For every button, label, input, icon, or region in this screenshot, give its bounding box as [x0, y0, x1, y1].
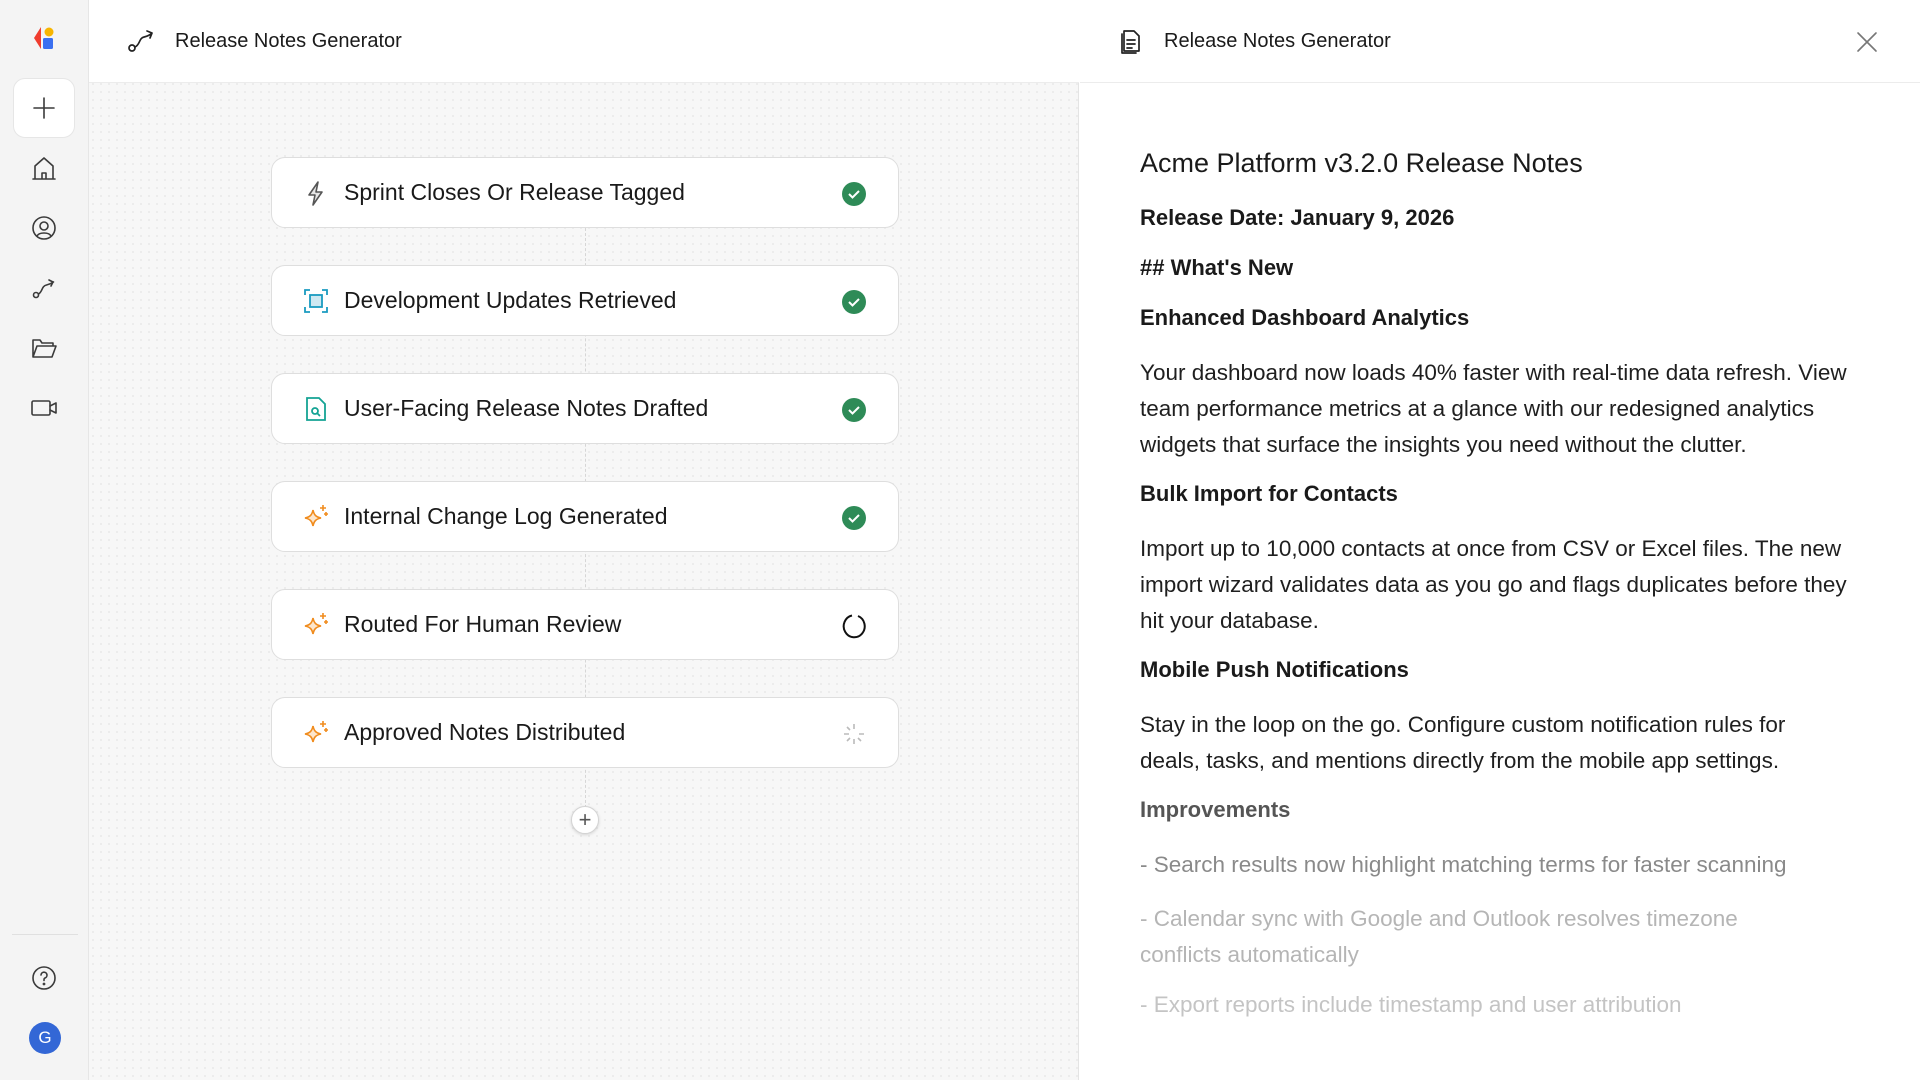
plus-icon — [30, 94, 58, 122]
panel-header — [1080, 0, 1920, 83]
close-icon — [1854, 29, 1880, 55]
check-circle-icon — [840, 504, 868, 532]
document-icon — [1118, 28, 1144, 54]
close-button[interactable] — [1854, 29, 1880, 55]
sparkle-icon — [302, 719, 330, 747]
panel-title: Release Notes Generator — [1164, 29, 1391, 52]
pending-spinner-icon — [840, 720, 868, 748]
improvements-heading: Improvements — [1140, 797, 1291, 822]
sidebar-divider — [12, 934, 78, 935]
step-card[interactable] — [271, 481, 899, 552]
sparkle-icon — [302, 611, 330, 639]
step-label: Internal Change Log Generated — [344, 503, 668, 529]
step-card[interactable] — [271, 373, 899, 444]
workflow-icon — [30, 274, 58, 302]
workflow-header — [89, 0, 1079, 83]
improvement-item: - Export reports include timestamp and user attribution — [1140, 992, 1682, 1017]
release-notes-document — [1140, 148, 1850, 1023]
step-label: Approved Notes Distributed — [344, 719, 626, 745]
release-date: Release Date: January 9, 2026 — [1140, 205, 1455, 230]
step-label: Sprint Closes Or Release Tagged — [344, 179, 685, 205]
feature-text: Stay in the loop on the go. Configure custom notification rules for deals, tasks, and mentions directly from the mobile app settings. — [1140, 712, 1786, 773]
files-nav[interactable] — [13, 320, 75, 376]
app-logo[interactable] — [13, 10, 75, 66]
step-card[interactable] — [271, 265, 899, 336]
check-circle-icon — [840, 288, 868, 316]
avatar[interactable]: G — [29, 1022, 61, 1054]
feature-text: Your dashboard now loads 40% faster with real-time data refresh. View team performance metrics at a glance with our redesigned analytics widgets that surface the insights you need without the clutter. — [1140, 360, 1847, 457]
step-card[interactable] — [271, 697, 899, 768]
document-search-icon — [302, 395, 330, 423]
check-circle-icon — [840, 180, 868, 208]
folder-icon — [30, 334, 58, 362]
loading-spinner-icon — [840, 612, 868, 640]
improvement-item-cont: conflicts automatically — [1140, 942, 1359, 967]
help-button[interactable] — [13, 950, 75, 1006]
add-step-button[interactable]: + — [571, 806, 599, 834]
feature-heading: Mobile Push Notifications — [1140, 657, 1409, 682]
improvement-item: - Search results now highlight matching terms for faster scanning — [1140, 852, 1787, 877]
improvement-item: - Calendar sync with Google and Outlook resolves timezone — [1140, 906, 1738, 931]
lightning-icon — [302, 179, 330, 207]
step-card[interactable] — [271, 157, 899, 228]
home-icon — [30, 154, 58, 182]
sidebar — [0, 0, 89, 1080]
feature-heading: Enhanced Dashboard Analytics — [1140, 305, 1470, 330]
workflows-nav[interactable] — [13, 260, 75, 316]
video-icon — [30, 394, 58, 422]
new-button[interactable] — [13, 78, 75, 138]
section-heading: ## What's New — [1140, 255, 1294, 280]
contacts-nav[interactable] — [13, 200, 75, 256]
workflow-title: Release Notes Generator — [175, 29, 402, 52]
scan-icon — [302, 287, 330, 315]
step-label: User-Facing Release Notes Drafted — [344, 395, 709, 421]
user-circle-icon — [30, 214, 58, 242]
feature-text: Import up to 10,000 contacts at once from CSV or Excel files. The new import wizard validates data as you go and flags duplicates before they hit your database. — [1140, 536, 1847, 633]
sparkle-icon — [302, 503, 330, 531]
home-nav[interactable] — [13, 140, 75, 196]
help-icon — [30, 964, 58, 992]
check-circle-icon — [840, 396, 868, 424]
step-card[interactable] — [271, 589, 899, 660]
workflow-icon — [125, 25, 157, 57]
step-label: Development Updates Retrieved — [344, 287, 677, 313]
step-label: Routed For Human Review — [344, 611, 622, 637]
feature-heading: Bulk Import for Contacts — [1140, 481, 1398, 506]
recordings-nav[interactable] — [13, 380, 75, 436]
doc-title: Acme Platform v3.2.0 Release Notes — [1140, 148, 1583, 178]
